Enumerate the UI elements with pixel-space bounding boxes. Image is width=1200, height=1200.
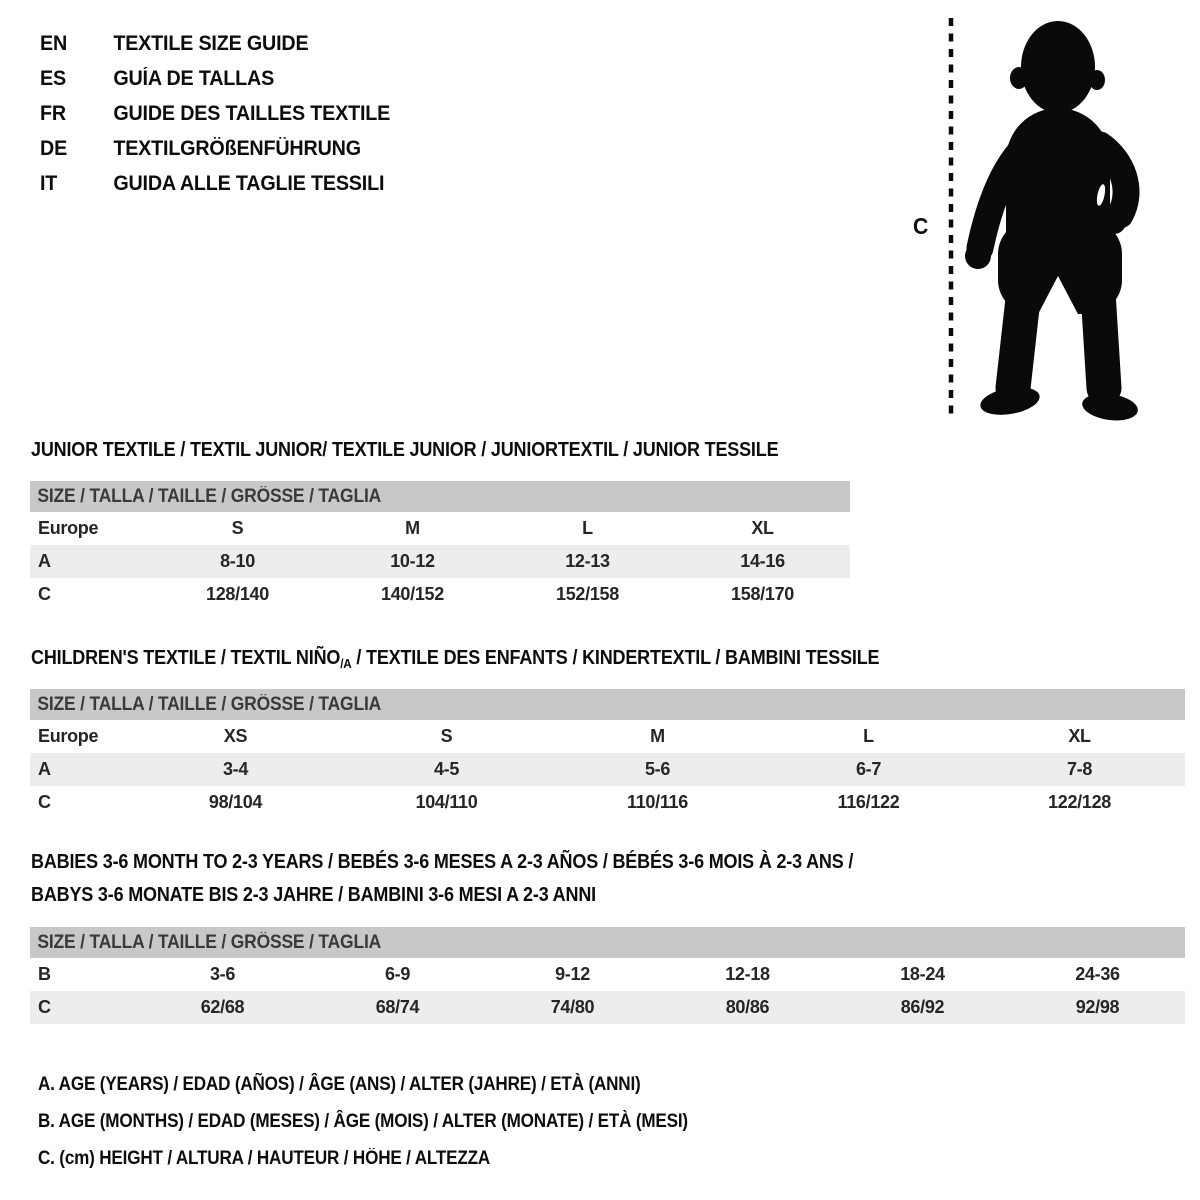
cell: L [863, 726, 874, 746]
cell: 3-6 [209, 964, 236, 984]
age-years-row [30, 545, 850, 578]
guide-title-de: TEXTILGRÖßENFÜHRUNG [113, 136, 361, 160]
children-table-title [31, 642, 879, 680]
age-months-row [30, 958, 1185, 991]
size-header-text: SIZE / TALLA / TAILLE / GRÖSSE / TAGLIA [37, 693, 382, 715]
cell: L [582, 518, 593, 538]
cell: 9-12 [555, 964, 590, 984]
cell: 7-8 [1066, 759, 1093, 779]
cell: M [650, 726, 665, 746]
cell: 122/128 [1048, 792, 1111, 812]
size-header-text: SIZE / TALLA / TAILLE / GRÖSSE / TAGLIA [37, 485, 382, 507]
cell: 152/158 [556, 584, 619, 604]
height-cm-row [30, 991, 1185, 1024]
language-code: FR [40, 101, 66, 125]
cell: 74/80 [550, 997, 595, 1017]
cell: 10-12 [390, 551, 435, 571]
cell: 110/116 [627, 792, 688, 812]
babies-size-table [30, 927, 1185, 1024]
height-cm-row [30, 578, 850, 611]
cell: 8-10 [220, 551, 255, 571]
legend-age-months: B. AGE (MONTHS) / EDAD (MESES) / ÂGE (MOIS) / ALTER (MONATE) / ETÀ (MESI) [38, 1110, 688, 1132]
cell: XL [751, 518, 774, 538]
size-header-bar [30, 689, 1185, 720]
cell: 140/152 [381, 584, 444, 604]
junior-size-table [30, 481, 850, 611]
language-row-de [40, 131, 390, 166]
cell: S [440, 726, 453, 746]
size-header-bar [30, 927, 1185, 958]
cell: 92/98 [1075, 997, 1120, 1017]
size-header-row [30, 481, 850, 512]
children-title-pre: CHILDREN'S TEXTILE / TEXTIL NIÑO [31, 647, 341, 669]
cell: 5-6 [644, 759, 671, 779]
cell: 12-18 [725, 964, 770, 984]
guide-title-en: TEXTILE SIZE GUIDE [113, 31, 309, 55]
cell: 4-5 [433, 759, 460, 779]
cell: XS [223, 726, 248, 746]
language-code: ES [40, 66, 66, 90]
language-row-it [40, 166, 390, 201]
cell: 98/104 [208, 792, 263, 812]
age-years-row [30, 753, 1185, 786]
cell: 86/92 [900, 997, 945, 1017]
children-size-table [30, 689, 1185, 819]
legend-height-cm: C. (cm) HEIGHT / ALTURA / HAUTEUR / HÖHE / ALTEZZA [38, 1147, 491, 1169]
row-label: C [38, 997, 51, 1017]
toddler-silhouette-figure [900, 10, 1155, 422]
size-header-row [30, 689, 1185, 720]
row-label: Europe [38, 518, 99, 538]
children-title-post: / TEXTILE DES ENFANTS / KINDERTEXTIL / BAMBINI TESSILE [351, 647, 880, 669]
babies-title-line1: BABIES 3-6 MONTH TO 2-3 YEARS / BEBÉS 3-6 MESES A 2-3 AÑOS / BÉBÉS 3-6 MOIS À 2-3 ANS / [31, 851, 854, 873]
guide-title-it: GUIDA ALLE TAGLIE TESSILI [113, 171, 385, 195]
language-code: IT [40, 171, 58, 195]
babies-table-title [31, 846, 853, 912]
cell: 14-16 [740, 551, 785, 571]
children-title-sub: /A [340, 656, 352, 671]
size-header-row [30, 927, 1185, 958]
cell: 104/110 [415, 792, 478, 812]
language-code: DE [40, 136, 68, 160]
language-row-es [40, 61, 390, 96]
language-row-fr [40, 96, 390, 131]
language-row-en [40, 26, 390, 61]
cell: 128/140 [206, 584, 269, 604]
cell: 24-36 [1075, 964, 1120, 984]
row-label: A [38, 759, 51, 779]
cell: 116/122 [837, 792, 900, 812]
cell: 6-7 [855, 759, 882, 779]
guide-title-es: GUÍA DE TALLAS [113, 66, 275, 90]
height-measure-label: C [913, 213, 929, 239]
cell: M [405, 518, 420, 538]
cell: 6-9 [384, 964, 411, 984]
cell: 12-13 [565, 551, 610, 571]
row-label: A [38, 551, 51, 571]
size-header-bar [30, 481, 850, 512]
cell: 62/68 [200, 997, 245, 1017]
row-label: C [38, 792, 51, 812]
language-title-list [40, 26, 412, 201]
junior-table-title: JUNIOR TEXTILE / TEXTIL JUNIOR/ TEXTILE JUNIOR / JUNIORTEXTIL / JUNIOR TESSILE [31, 439, 779, 461]
cell: 68/74 [375, 997, 420, 1017]
size-header-text: SIZE / TALLA / TAILLE / GRÖSSE / TAGLIA [37, 931, 382, 953]
row-label: B [38, 964, 51, 984]
cell: 3-4 [222, 759, 249, 779]
row-label: C [38, 584, 51, 604]
europe-sizes-row [30, 720, 1185, 753]
row-label: Europe [38, 726, 99, 746]
cell: 80/86 [725, 997, 770, 1017]
legend-age-years: A. AGE (YEARS) / EDAD (AÑOS) / ÂGE (ANS) / ALTER (JAHRE) / ETÀ (ANNI) [38, 1073, 641, 1095]
guide-title-fr: GUIDE DES TAILLES TEXTILE [113, 101, 391, 125]
europe-sizes-row [30, 512, 850, 545]
height-cm-row [30, 786, 1185, 819]
toddler-silhouette [965, 21, 1140, 422]
cell: 18-24 [900, 964, 945, 984]
cell: S [231, 518, 244, 538]
cell: 158/170 [731, 584, 794, 604]
measurement-legend [38, 1066, 760, 1177]
language-code: EN [40, 31, 68, 55]
babies-title-line2: BABYS 3-6 MONATE BIS 2-3 JAHRE / BAMBINI 3-6 MESI A 2-3 ANNI [31, 884, 596, 906]
cell: XL [1068, 726, 1091, 746]
